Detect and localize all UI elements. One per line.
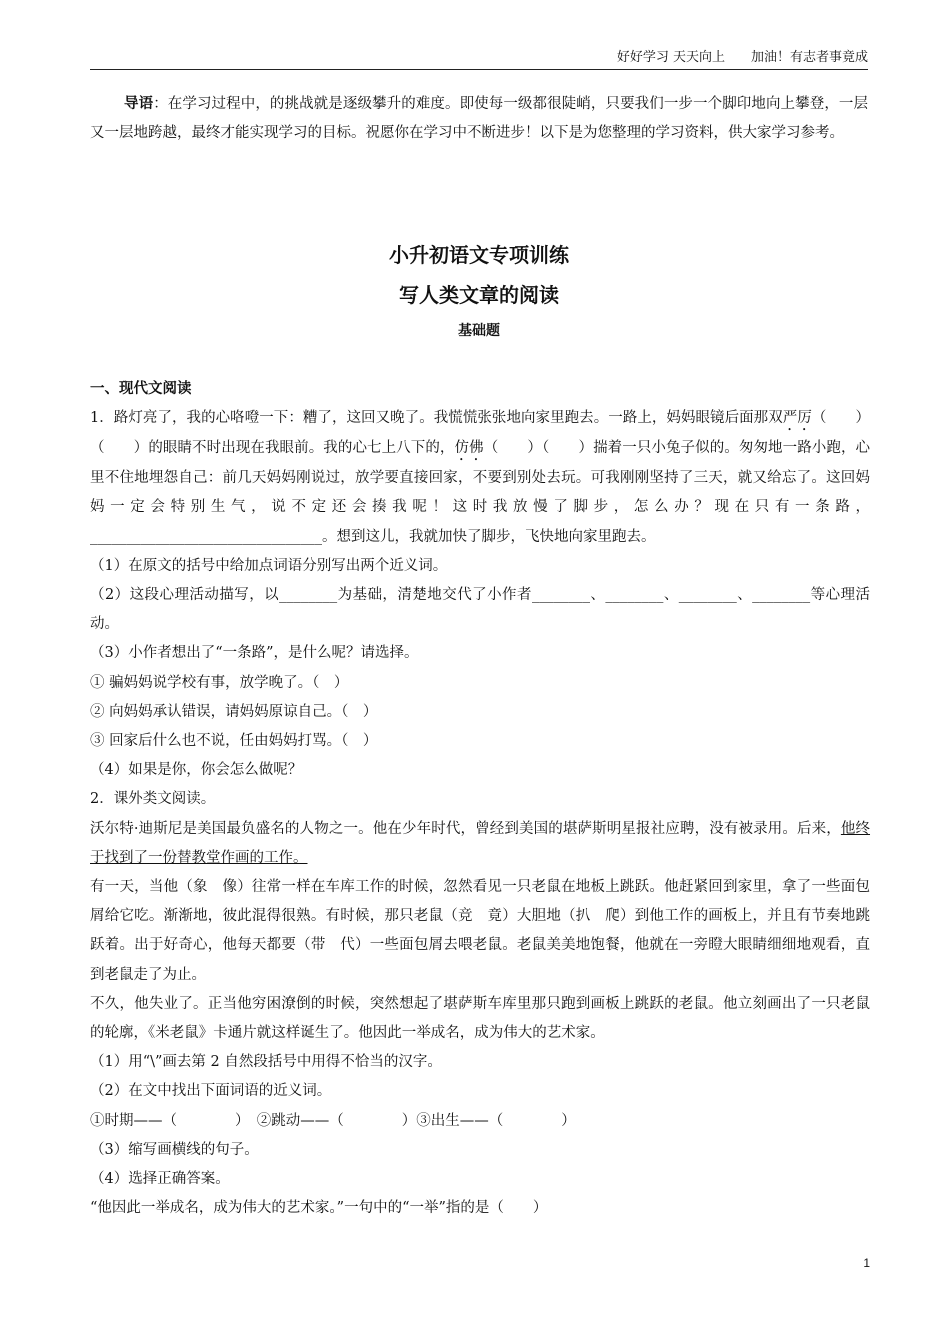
q2-p1-text: 沃尔特·迪斯尼是美国最负盛名的人物之一。他在少年时代，曾经到美国的堪萨斯明星报社应聘，没有被录用。后来， bbox=[90, 820, 841, 837]
q2-paragraph-1 bbox=[90, 815, 870, 873]
q1-sub-4: （4）如果是你，你会怎么做呢？ bbox=[90, 762, 303, 779]
q1-dotted-word-1: 严厉 bbox=[782, 410, 812, 427]
q2-paragraph-3: 不久，他失业了。正当他穷困潦倒的时候，突然想起了堪萨斯车库里那只跑到画板上跳跃的老鼠。他立刻画出了一只老鼠的轮廓，《米老鼠》卡通片就这样诞生了。他因此一举成名，成为伟大的艺术家。 bbox=[90, 995, 870, 1042]
q2-sub-4-question: “他因此一举成名，成为伟大的艺术家。”一句中的“一举”指的是（ ） bbox=[90, 1200, 548, 1217]
page-header: 好好学习 天天向上 加油！有志者事竟成 bbox=[616, 50, 868, 65]
page-number: 1 bbox=[863, 1256, 870, 1270]
q2-underlined-sentence: 他终于找到了一份替教堂作画的工作。 bbox=[90, 820, 871, 866]
q1-option-1: ① 骗妈妈说学校有事，放学晚了。（ ） bbox=[90, 674, 349, 691]
q2-sub-3: （3）缩写画横线的句子。 bbox=[90, 1141, 259, 1158]
q1-option-3: ③ 回家后什么也不说，任由妈妈打骂。（ ） bbox=[90, 733, 378, 750]
q1-text-c: （ ）（ ）揣着一只小兔子似的。匆匆地一路小跑，心里不住地埋怨自己：前几天妈妈刚说过，放学要直接回家，不要到别处去玩。可我刚刚坚持了三天，就又给忘了。这回妈妈一定会特别生气，说不定还会揍我呢！这时我放慢了脚步，怎么办？现在只有一条路，________________________________。想到这儿，我就加快了脚步，飞快地向家里跑去。 bbox=[90, 440, 871, 545]
intro-text: ：在学习过程中，的挑战就是逐级攀升的难度。即使每一级都很陡峭，只要我们一步一个脚印地向上攀登，一层又一层地跨越，最终才能实现学习的目标。祝愿你在学习中不断进步！以下是为您整理的学习资料，供大家学习参考。 bbox=[90, 96, 869, 141]
question-2-label: 2．课外类文阅读。 bbox=[90, 791, 216, 808]
q1-text-b: （ ）（ ）的眼睛不时出现在我眼前。我的心七上八下的， bbox=[90, 410, 871, 457]
q2-sub-4: （4）选择正确答案。 bbox=[90, 1171, 230, 1188]
q1-dotted-word-2: 仿佛 bbox=[454, 440, 484, 457]
q2-paragraph-2: 有一天，当他（象 像）往常一样在车库工作的时候，忽然看见一只老鼠在地板上跳跃。他赶紧回到家里，拿了一些面包屑给它吃。渐渐地，彼此混得很熟。有时候，那只老鼠（竞 竟）大胆地（扒 爬）到他工作的画板上，并且有节奏地跳跃着。出于好奇心，他每天都要（带 代）一些面包屑去喂老鼠。老鼠美美地饱餐，他就在一旁瞪大眼睛细细地观看，直到老鼠走了为止。 bbox=[90, 879, 870, 983]
q2-sub-2: （2）在文中找出下面词语的近义词。 bbox=[90, 1083, 332, 1100]
intro-paragraph bbox=[90, 90, 868, 148]
q1-text-a: 1．路灯亮了，我的心咯噔一下：糟了，这回又晚了。我慌慌张张地向家里跑去。一路上，妈妈眼镜后面那双 bbox=[90, 410, 783, 427]
q1-sub-1: （1）在原文的括号中给加点词语分别写出两个近义词。 bbox=[90, 557, 448, 574]
intro-label: 导语 bbox=[124, 96, 154, 112]
main-title: 小升初语文专项训练 bbox=[389, 243, 569, 267]
section-heading: 一、现代文阅读 bbox=[90, 381, 192, 397]
header-rule bbox=[90, 69, 868, 70]
q2-sub-1: （1）用“\”画去第 2 自然段括号中用得不恰当的汉字。 bbox=[90, 1054, 442, 1071]
q1-option-2: ② 向妈妈承认错误，请妈妈原谅自己。（ ） bbox=[90, 703, 378, 720]
document-body bbox=[90, 375, 870, 1223]
q1-sub-2: （2）这段心理活动描写，以________为基础，清楚地交代了小作者________、________、________、________等心理活动。 bbox=[90, 587, 870, 633]
q2-synonym-line: ①时期——（ ） ②跳动——（ ）③出生——（ ） bbox=[90, 1112, 576, 1129]
question-1-passage bbox=[90, 404, 870, 552]
sub-title: 写人类文章的阅读 bbox=[399, 283, 559, 307]
q1-sub-3: （3）小作者想出了“一条路”，是什么呢？请选择。 bbox=[90, 645, 419, 662]
level-title: 基础题 bbox=[458, 323, 500, 339]
